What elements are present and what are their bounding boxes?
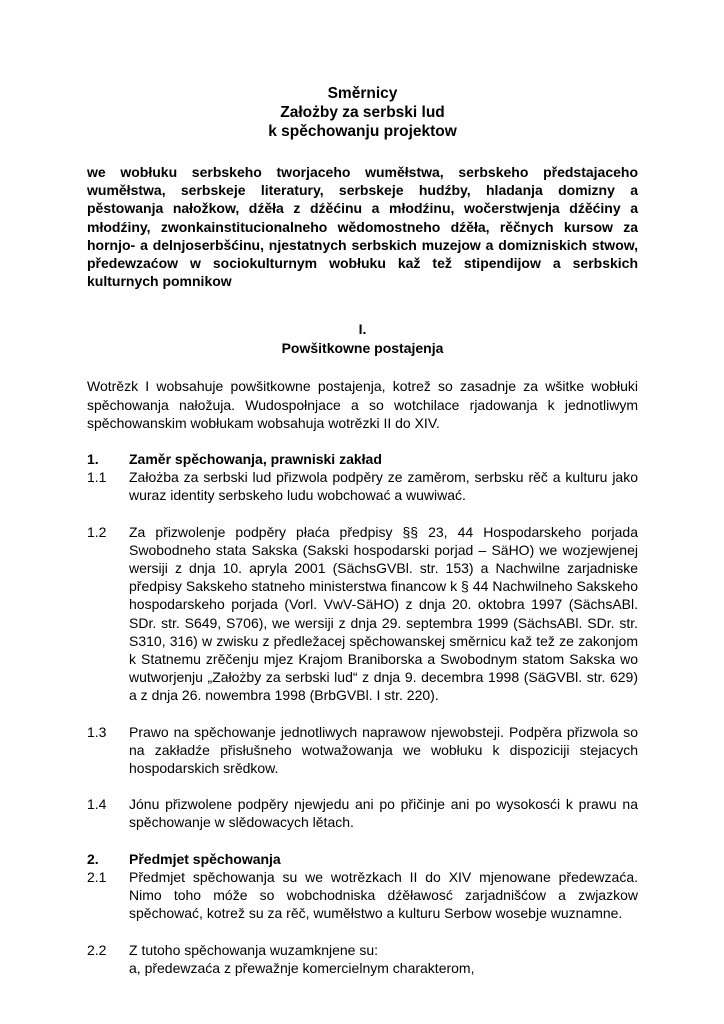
clause-text: Předmjet spěchowanja su we wotrězkach II do XIV mjenowane předewzaća. Nimo toho móže so wobchodniska dźěławosć zarjadnišćow a zwjazkow spěchować, kotrež su za rěč, wuměłstwo a kulturu Serbow wosebje wuznamne. (129, 868, 638, 922)
clause-number: 2.2 (87, 941, 107, 958)
clause-1-3 (87, 723, 638, 778)
clause-1-1 (87, 468, 638, 504)
clause-subitem-a: a, předewzaća z přewažnje komercielnym charakterom, (129, 959, 475, 976)
clause-number: 1.4 (87, 796, 107, 813)
clause-1-4 (87, 795, 638, 831)
clause-text: Założba za serbski lud přizwola podpěry ze zaměrom, serbsku rěč a kulturu jako wuraz identity serbskeho ludu wobchować a wuwiwać. (129, 469, 638, 504)
clause-text: Předmjet spěchowanja (129, 850, 281, 867)
clause-number: 2.1 (87, 868, 107, 885)
intro-paragraph: Wotrězk I wobsahuje powšitkowne postajenja, kotrež so zasadnje za wšitke wobłuki spěchowanja nałožuja. Wudospołnjace a so wotchilace rjadowanja k jednotliwym spěchowanskim wobłukam wobsahuja wotrězki II do XIV. (87, 378, 638, 431)
clause-number: 1.3 (87, 723, 107, 740)
clause-line: Z tutoho spěchowanja wuzamknjene su: (129, 941, 379, 958)
clause-2-heading (87, 850, 638, 868)
section-heading (87, 320, 638, 358)
clause-text: Zaměr spěchowanja, prawniski zakład (129, 451, 382, 468)
clause-text (129, 941, 638, 977)
clause-2-2 (87, 941, 638, 977)
section-title: Powšitkowne postajenja (281, 340, 444, 357)
clause-text: Za přizwolenje podpěry płaća předpisy §§ 23, 44 Hospodarskeho porjada Swobodneho stata Sakska (Sakski hospodarski porjad – SäHO) we wozjewjenej wersiji z dnja 10. apryla 2001 (SächsGVBl. str. 153) a Nachwilne zarjadniske předpisy Sakskeho statneho ministerstwa financow k § 44 Nachwilneho Sakskeho hospodarskeho porjada (Vorl. VwV-SäHO) z dnja 20. oktobra 1997 (SächsABl. SDr. str. S649, S706), we wersiji z dnja 29. septembra 1999 (SächsABl. SDr. str. S310, 316) w zwisku z předležacej spěchowanskej směrnicu kaž tež ze zakonjom k Statnemu zrěčenju mjez Krajom Braniborska a Swobodnym statom Sakska wo wutworjenju „Założby za serbski lud“ z dnja 9. decembra 1998 (SäGVBl. str. 629) a z dnja 26. nowembra 1998 (BrbGVBl. I str. 220). (129, 523, 638, 704)
clause-number: 1. (87, 451, 99, 468)
clause-text: Prawo na spěchowanje jednotliwych naprawow njewobsteji. Podpěra přizwola so na zakładźe přisłušneho wotwažowanja we wobłuku k dispoziciji stejacych hospodarskich srědkow. (129, 723, 638, 777)
clause-1-2 (87, 523, 638, 705)
clause-number: 1.2 (87, 523, 107, 540)
clause-1-heading (87, 450, 638, 468)
title-line-3: k spěchowanju projektow (268, 123, 457, 140)
clause-text: Jónu přizwolene podpěry njewjedu ani po přičinje ani po wysokosći k prawu na spěchowanje w slědowacych lětach. (129, 796, 638, 831)
clause-number: 2. (87, 850, 99, 867)
document-page (87, 84, 638, 977)
clause-number: 1.1 (87, 469, 107, 486)
document-title (87, 84, 638, 141)
title-line-2: Założby za serbski lud (280, 104, 445, 121)
title-line-1: Směrnicy (327, 85, 398, 102)
document-subtitle: we wobłuku serbskeho tworjaceho wuměłstwa, serbskeho předstajaceho wuměłstwa, serbskeje literatury, serbskeje hudźby, hladanja domizny a pěstowanja nałožkow, dźěła z dźěćinu a młodźinu, wočerstwjenja dźěćiny a młodźiny, zwonkainstitucionalneho wědomostneho dźěła, rěčnych kursow za hornjo- a delnjoserbšćinu, njestatnych serbskich muzejow a domizniskich stwow, předewzaćow w sociokulturnym wobłuku kaž tež stipendijow a serbskich kulturnych pomnikow (87, 164, 638, 290)
clause-2-1 (87, 868, 638, 923)
section-number: I. (358, 321, 367, 338)
